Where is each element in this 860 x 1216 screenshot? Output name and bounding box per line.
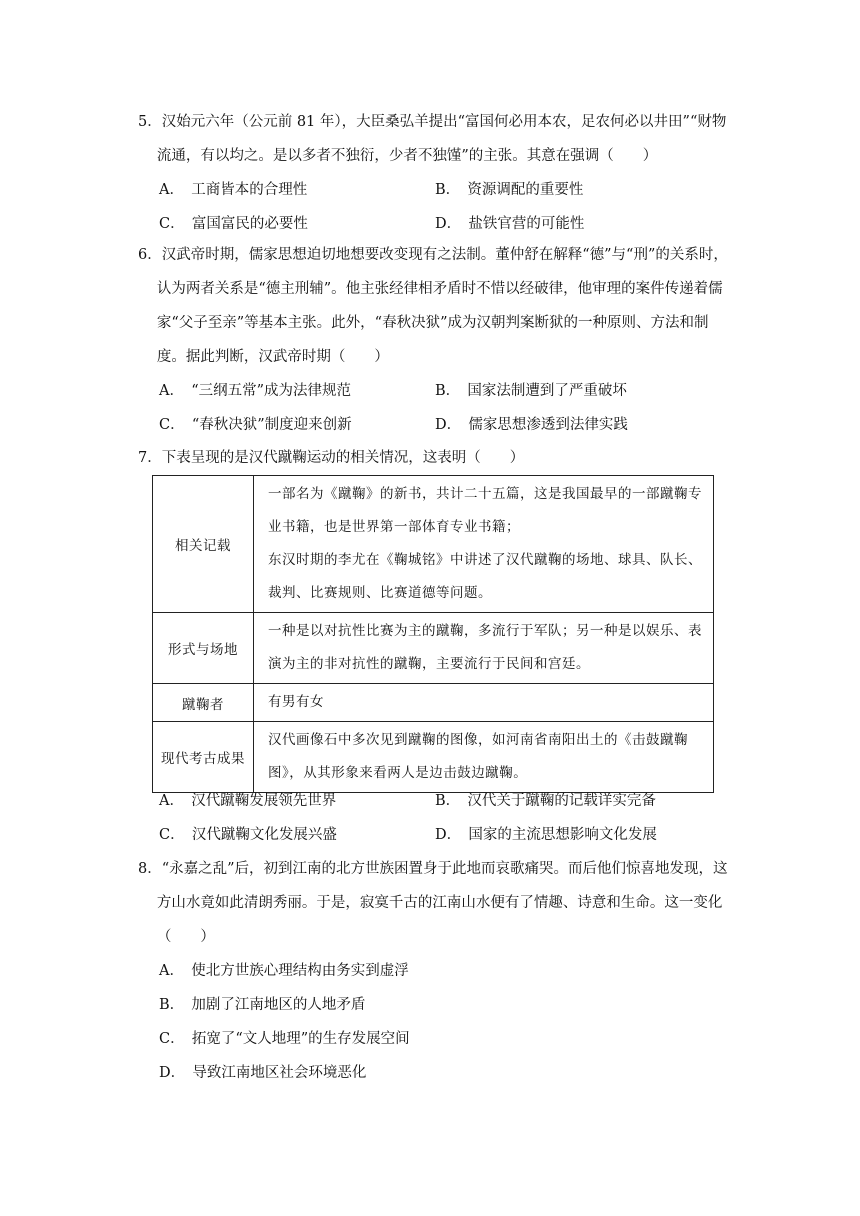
question-8 (138, 852, 728, 1090)
table-row-header: 现代考古成果 (153, 722, 254, 793)
table-cell-line: 有男有女 (268, 694, 324, 710)
question-8-option-c[interactable]: C． 拓宽了“文人地理”的生存发展空间 (159, 1031, 410, 1047)
table-row-header: 蹴鞠者 (153, 684, 254, 722)
question-8-option-d[interactable]: D． 导致江南地区社会环境恶化 (159, 1065, 367, 1081)
table-cell-line: 一种是以对抗性比赛为主的蹴鞠，多流行于军队；另一种是以娱乐、表演为主的非对抗性的蹴鞠，主要流行于民间和宫廷。 (268, 623, 702, 672)
question-7-option-d[interactable]: D． 国家的主流思想影响文化发展 (435, 827, 657, 843)
table-row-content (254, 684, 714, 722)
question-6-option-d[interactable]: D． 儒家思想渗透到法律实践 (435, 417, 628, 433)
question-6-option-a[interactable]: A． “三纲五常”成为法律规范 (159, 383, 352, 399)
table-row-content (254, 476, 714, 613)
table-row-content (254, 722, 714, 793)
question-5-option-b[interactable]: B． 资源调配的重要性 (435, 182, 584, 198)
question-5-option-c[interactable]: C． 富国富民的必要性 (159, 216, 308, 232)
question-6-option-c[interactable]: C． “春秋决狱”制度迎来创新 (159, 417, 352, 433)
question-5-option-a[interactable]: A． 工商皆本的合理性 (159, 182, 308, 198)
question-7-option-c[interactable]: C． 汉代蹴鞠文化发展兴盛 (159, 827, 337, 843)
table-cell-line: 一部名为《蹴鞠》的新书，共计二十五篇，这是我国最早的一部蹴鞠专业书籍，也是世界第一部体育专业书籍； (268, 486, 702, 535)
table-row-content (254, 613, 714, 684)
question-8-stem: 8．“永嘉之乱”后，初到江南的北方世族困置身于此地而哀歌痛哭。而后他们惊喜地发现，这方山水竟如此清朗秀丽。于是，寂寞千古的江南山水便有了情趣、诗意和生命。这一变化（ ） (138, 861, 728, 945)
question-7-option-b[interactable]: B． 汉代关于蹴鞠的记载详实完备 (435, 793, 656, 809)
question-7-options-wrap (138, 784, 728, 852)
table-cell-line: 东汉时期的李尤在《鞠城铭》中讲述了汉代蹴鞠的场地、球具、队长、裁判、比赛规则、比赛道德等问题。 (268, 552, 702, 601)
question-6-options (138, 374, 728, 442)
question-5-option-d[interactable]: D． 盐铁官营的可能性 (435, 216, 585, 232)
table-row-header: 相关记载 (153, 476, 254, 613)
table-row (153, 476, 714, 613)
table-row (153, 684, 714, 722)
table-cell-line: 汉代画像石中多次见到蹴鞠的图像，如河南省南阳出土的《击鼓蹴鞠图》，从其形象来看两人是边击鼓边蹴鞠。 (268, 732, 688, 781)
question-6-option-b[interactable]: B． 国家法制遭到了严重破坏 (435, 383, 627, 399)
question-8-option-b[interactable]: B． 加剧了江南地区的人地矛盾 (159, 997, 366, 1013)
question-7-options (138, 784, 728, 852)
question-5 (138, 105, 728, 241)
question-6-stem: 6．汉武帝时期，儒家思想迫切地想要改变现有之法制。董仲舒在解释“德”与“刑”的关系时，认为两者关系是“德主刑辅”。他主张经律相矛盾时不惜以经破律，他审理的案件传递着儒家“父子至亲”等基本主张。此外，“春秋决狱”成为汉朝判案断狱的一种原则、方法和制度。据此判断，汉武帝时期（ ） (138, 247, 728, 365)
question-7-stem: 7．下表呈现的是汉代蹴鞠运动的相关情况，这表明（ ） (138, 450, 525, 466)
question-5-stem: 5．汉始元六年（公元前 81 年），大臣桑弘羊提出“富国何必用本农，足农何必以井田”“财物流通，有以均之。是以多者不独衍，少者不独馑”的主张。其意在强调（ ） (138, 114, 727, 164)
table-row-header: 形式与场地 (153, 613, 254, 684)
question-6 (138, 238, 728, 442)
question-7-option-a[interactable]: A． 汉代蹴鞠发展领先世界 (159, 793, 337, 809)
question-5-options (138, 173, 728, 241)
question-7 (138, 441, 728, 475)
table-row (153, 613, 714, 684)
table-row (153, 722, 714, 793)
question-7-table (152, 475, 714, 793)
question-8-options (138, 954, 728, 1090)
question-8-option-a[interactable]: A． 使北方世族心理结构由务实到虚浮 (159, 963, 409, 979)
